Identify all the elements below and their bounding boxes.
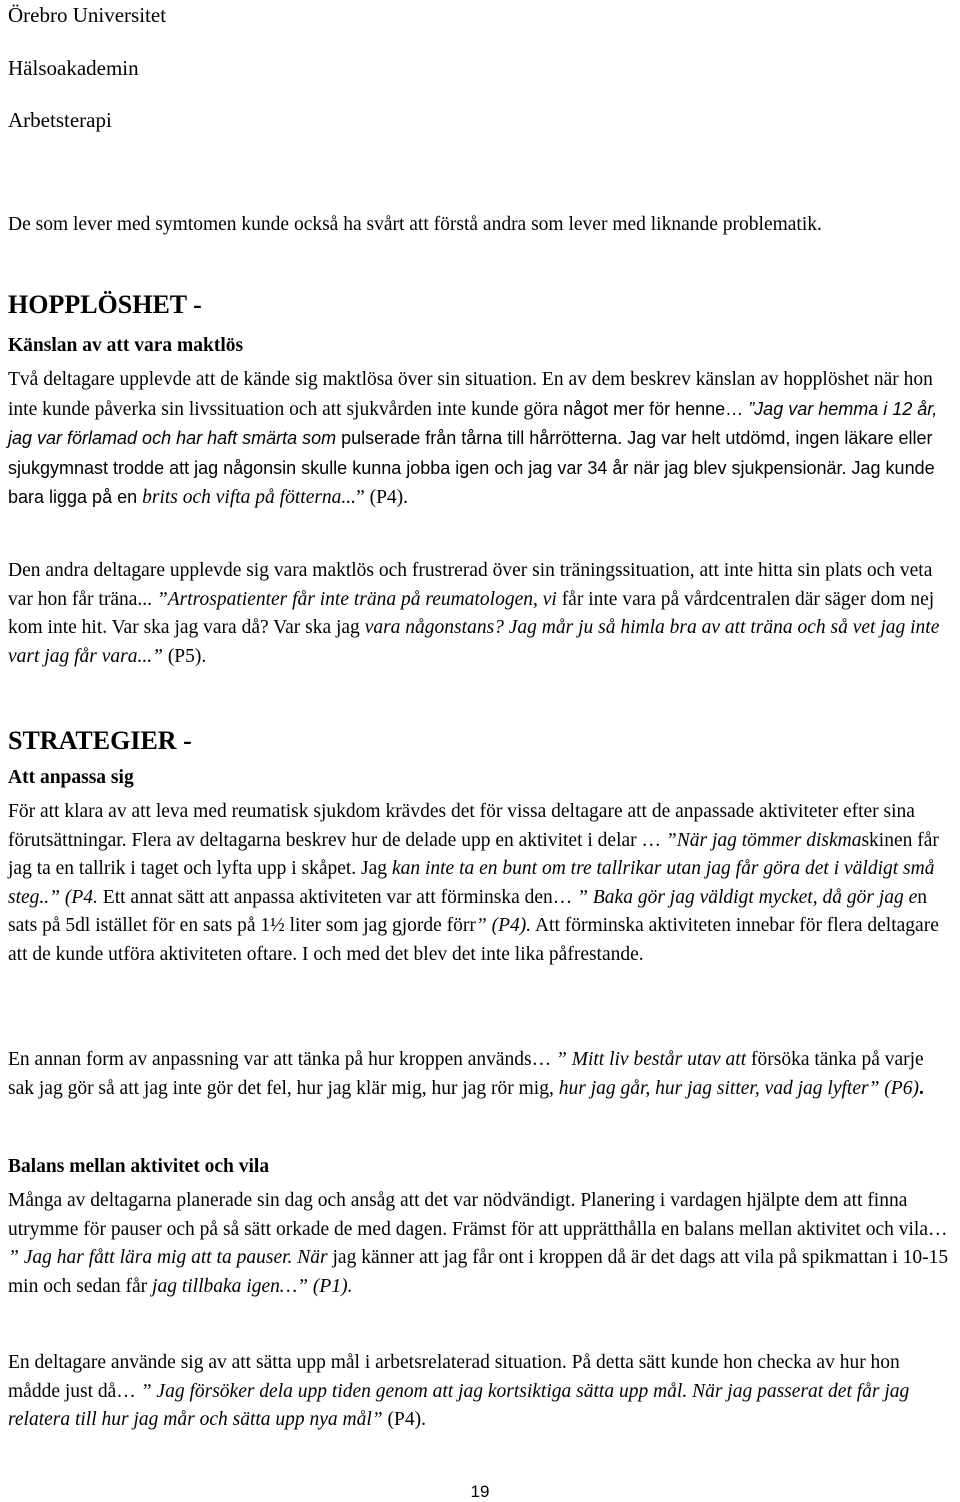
- subheading-balans: Balans mellan aktivitet och vila: [8, 1156, 270, 1177]
- header-academy: Hälsoakademin: [8, 56, 139, 80]
- intro-paragraph: De som lever med symtomen kunde också ha svårt att förstå andra som lever med liknande problematik.: [8, 214, 822, 235]
- text-run: Den andra deltagare upplevde sig vara maktlös och frustrerad över sin träningssituation, att inte hitta sin plats och veta var hon får träna...: [8, 560, 933, 610]
- quote-run: kan inte ta en bunt om tre tallrikar utan jag får göra det i väldigt små steg..” (P4.: [8, 858, 935, 908]
- quote-run: brits och vifta på fötterna...: [142, 487, 357, 508]
- text-run: .: [918, 1077, 924, 1099]
- paragraph-balans-2: [8, 1349, 954, 1435]
- text-run: För att klara av att leva med reumatisk sjukdom krävdes det för vissa deltagare att de anpassade aktiviteter efter sina förutsättningar. Flera av deltagarna beskrev hur de delade upp en aktivitet i delar …: [8, 801, 915, 851]
- text-run: Två deltagare upplevde att de kände sig maktlösa över sin situation. En av dem beskrev känslan av hopplöshet när hon inte kunde påverka sin livssituation och att sjukvården inte kunde göra: [8, 369, 933, 420]
- section-heading-strategier: STRATEGIER -: [8, 726, 192, 755]
- text-run: En deltagare använde sig av att sätta upp mål i arbetsrelaterad situation. På detta sätt kunde hon checka av hur hon mådde just då…: [8, 1352, 900, 1402]
- text-run: (P5).: [162, 645, 207, 667]
- text-run: försöka tänka på varje sak jag gör så att jag inte gör det fel, hur jag klär mig, hur jag rör mig,: [8, 1049, 924, 1099]
- quote-run: hur jag går, hur jag sitter, vad jag lyfter” (P6): [558, 1077, 919, 1099]
- quote-run: ”När jag tömmer diskma: [665, 829, 862, 851]
- paragraph-maktlos-1: [8, 366, 954, 513]
- paragraph-anpassa-2: [8, 1046, 954, 1103]
- quote-run: jag tillbaka igen…” (P1).: [152, 1275, 353, 1297]
- paragraph-maktlos-2: [8, 557, 954, 671]
- text-run: pulserade från tårna till hårrötterna. Jag var helt utdömd, ingen läkare eller sjukgymnast trodde att jag någonsin skulle kunna jobba igen och jag var 34 år när jag blev sjukpensionär. Jag kunde bara ligga på en: [8, 428, 935, 507]
- header-university: Örebro Universitet: [8, 3, 167, 27]
- quote-run: vara någonstans? Jag mår ju så himla bra av att träna och så vet jag inte vart jag får vara...”: [8, 617, 940, 667]
- quote-run: ”Jag var hemma i 12 år, jag var förlamad och har haft smärta som: [8, 398, 938, 448]
- text-run: Många av deltagarna planerade sin dag och ansåg att det var nödvändigt. Planering i vardagen hjälpte dem att finna utrymme för pauser och på så sätt orkade de med dagen. Främst för att upprätthålla en balans mellan aktivitet och vila…: [8, 1190, 948, 1240]
- quote-run: ” Jag försöker dela upp tiden genom att jag kortsiktiga sätta upp mål. När jag passerat det får jag relatera till hur jag mår och sätta upp nya mål”: [8, 1380, 910, 1430]
- quote-run: ”Artrospatienter får inte träna på reumatologen, vi: [156, 588, 562, 610]
- text-run: jag känner att jag får ont i kroppen då är det dags att vila på spikmattan i 10-15 min och sedan får: [8, 1247, 949, 1297]
- text-run: ” (P4).: [356, 487, 409, 508]
- paragraph-balans-1: [8, 1187, 954, 1301]
- quote-run: ” Mitt liv består utav att: [556, 1049, 751, 1070]
- paragraph-anpassa-1: [8, 798, 954, 969]
- text-run: En annan form av anpassning var att tänka på hur kroppen används…: [8, 1049, 556, 1070]
- subheading-maktlos: Känslan av att vara maktlös: [8, 335, 244, 356]
- quote-run: ” (P4).: [475, 915, 532, 936]
- quote-run: ” Baka gör jag väldigt mycket, då gör jag e: [577, 886, 918, 908]
- text-run: något mer för henne…: [563, 398, 749, 419]
- header-program: Arbetsterapi: [8, 108, 112, 132]
- section-heading-hopploshet: HOPPLÖSHET -: [8, 290, 202, 319]
- text-run: n sats på 5dl istället för en sats på 1½ liter som jag gjorde förr: [8, 886, 928, 936]
- text-run: skinen får jag ta en tallrik i taget och lyfta upp i skåpet. Jag: [8, 829, 939, 879]
- quote-run: ” Jag har fått lära mig att ta pauser. När: [8, 1247, 328, 1268]
- text-run: får inte vara på vårdcentralen där säger dom nej kom inte hit. Var ska jag vara då? Var ska jag: [8, 588, 935, 638]
- text-run: (P4).: [382, 1409, 426, 1430]
- text-run: Att förminska aktiviteten innebar för flera deltagare att de kunde utföra aktiviteten oftare. I och med det blev det inte lika påfrestande.: [8, 915, 939, 965]
- subheading-anpassa: Att anpassa sig: [8, 767, 134, 788]
- page-number: 19: [470, 1482, 490, 1501]
- text-run: Ett annat sätt att anpassa aktiviteten var att förminska den…: [97, 886, 578, 908]
